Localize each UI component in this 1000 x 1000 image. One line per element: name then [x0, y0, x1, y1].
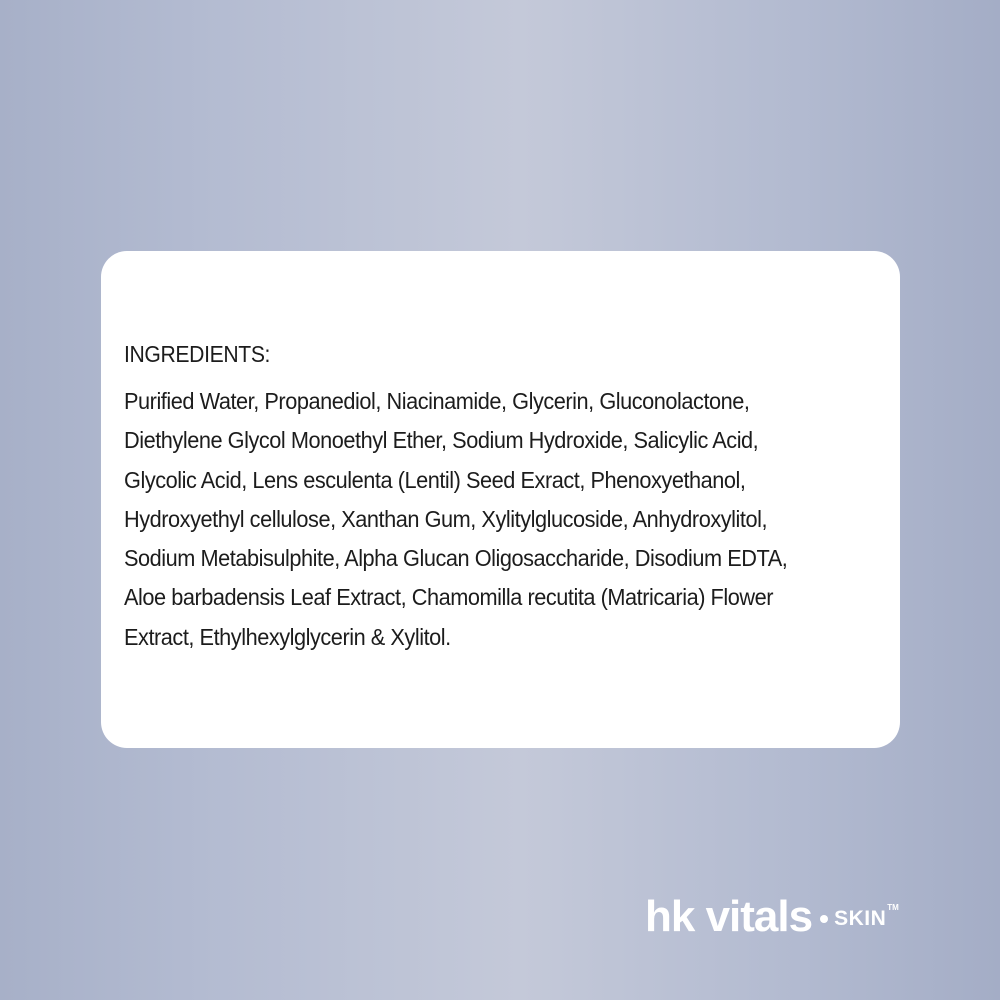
ingredients-line: Sodium Metabisulphite, Alpha Glucan Oligosaccharide, Disodium EDTA,: [124, 545, 788, 572]
brand-separator-dot: [820, 915, 828, 923]
brand-name: hk vitals: [645, 892, 813, 941]
ingredients-line: Extract, Ethylhexylglycerin & Xylitol.: [124, 623, 451, 650]
brand-trademark: TM: [887, 903, 899, 912]
ingredients-heading: INGREDIENTS:: [124, 341, 271, 367]
ingredients-list: [124, 382, 880, 657]
ingredients-line: Glycolic Acid, Lens esculenta (Lentil) Seed Exract, Phenoxyethanol,: [124, 466, 746, 493]
ingredients-card: [101, 251, 900, 748]
ingredients-line: Diethylene Glycol Monoethyl Ether, Sodium Hydroxide, Salicylic Acid,: [124, 427, 759, 454]
brand-logo: [645, 890, 899, 944]
ingredients-line: Purified Water, Propanediol, Niacinamide, Glycerin, Gluconolactone,: [124, 388, 750, 414]
brand-subline: SKIN: [834, 906, 887, 930]
ingredients-line: Aloe barbadensis Leaf Extract, Chamomilla recutita (Matricaria) Flower: [124, 584, 774, 611]
ingredients-line: Hydroxyethyl cellulose, Xanthan Gum, Xylitylglucoside, Anhydroxylitol,: [124, 505, 768, 532]
